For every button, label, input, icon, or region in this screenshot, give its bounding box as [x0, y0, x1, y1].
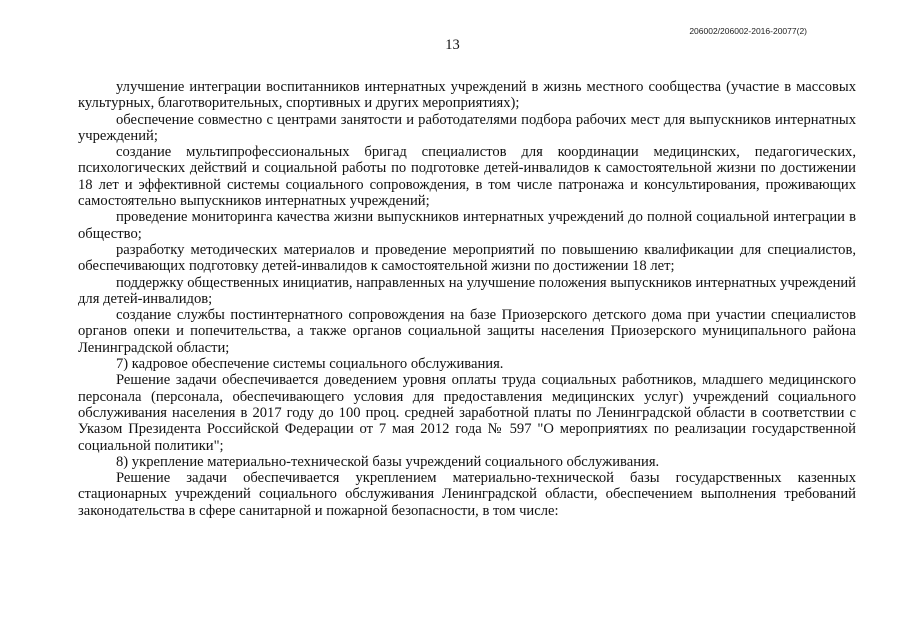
paragraph: улучшение интеграции воспитанников интернатных учреждений в жизнь местного сообщества (участие в массовых культурных, благотворительных, спортивных и других мероприятиях); [78, 79, 856, 112]
paragraph: 7) кадровое обеспечение системы социального обслуживания. [116, 356, 504, 373]
paragraph: Решение задачи обеспечивается доведением уровня оплаты труда социальных работников, младшего медицинского персонала (персонала, обеспечивающего условия для предоставления медицинских услуг) учреждений социального обслуживания населения в 2017 году до 100 проц. средней заработной платы по Ленинградской области в соответствии с Указом Президента Российской Федерации от 7 мая 2012 года № 597 "О мероприятиях по реализации государственной социальной политики"; [78, 372, 856, 454]
paragraph: Решение задачи обеспечивается укреплением материально-технической базы государственных казенных стационарных учреждений социального обслуживания Ленинградской области, обеспечением выполнения требований законодательства в сфере санитарной и пожарной безопасности, в том числе: [78, 470, 856, 519]
paragraph: 8) укрепление материально-технической базы учреждений социального обслуживания. [116, 453, 660, 470]
paragraph: проведение мониторинга качества жизни выпускников интернатных учреждений до полной социальной интеграции в общество; [78, 209, 856, 242]
page-number: 13 [445, 37, 460, 53]
document-number: 206002/206002-2016-20077(2) [689, 26, 807, 36]
document-body [78, 79, 856, 519]
paragraph: создание мультипрофессиональных бригад специалистов для координации медицинских, педагогических, психологических действий и социальной работы по подготовке детей-инвалидов к самостоятельной жизни по достижении 18 лет и эффективной системы социального сопровождения, в том числе патронажа и консультирования, проживающих самостоятельно выпускников интернатных учреждений; [78, 144, 856, 210]
paragraph: поддержку общественных инициатив, направленных на улучшение положения выпускников интернатных учреждений для детей-инвалидов; [78, 274, 856, 307]
paragraph: разработку методических материалов и проведение мероприятий по повышению квалификации для специалистов, обеспечивающих подготовку детей-инвалидов к самостоятельной жизни по достижении 18 лет; [78, 241, 856, 275]
paragraph: создание службы постинтернатного сопровождения на базе Приозерского детского дома при участии специалистов органов опеки и попечительства, а также органов социальной защиты населения Приозерского муниципального района Ленинградской области; [78, 307, 856, 356]
paragraph: обеспечение совместно с центрами занятости и работодателями подбора рабочих мест для выпускников интернатных учреждений; [78, 111, 856, 144]
